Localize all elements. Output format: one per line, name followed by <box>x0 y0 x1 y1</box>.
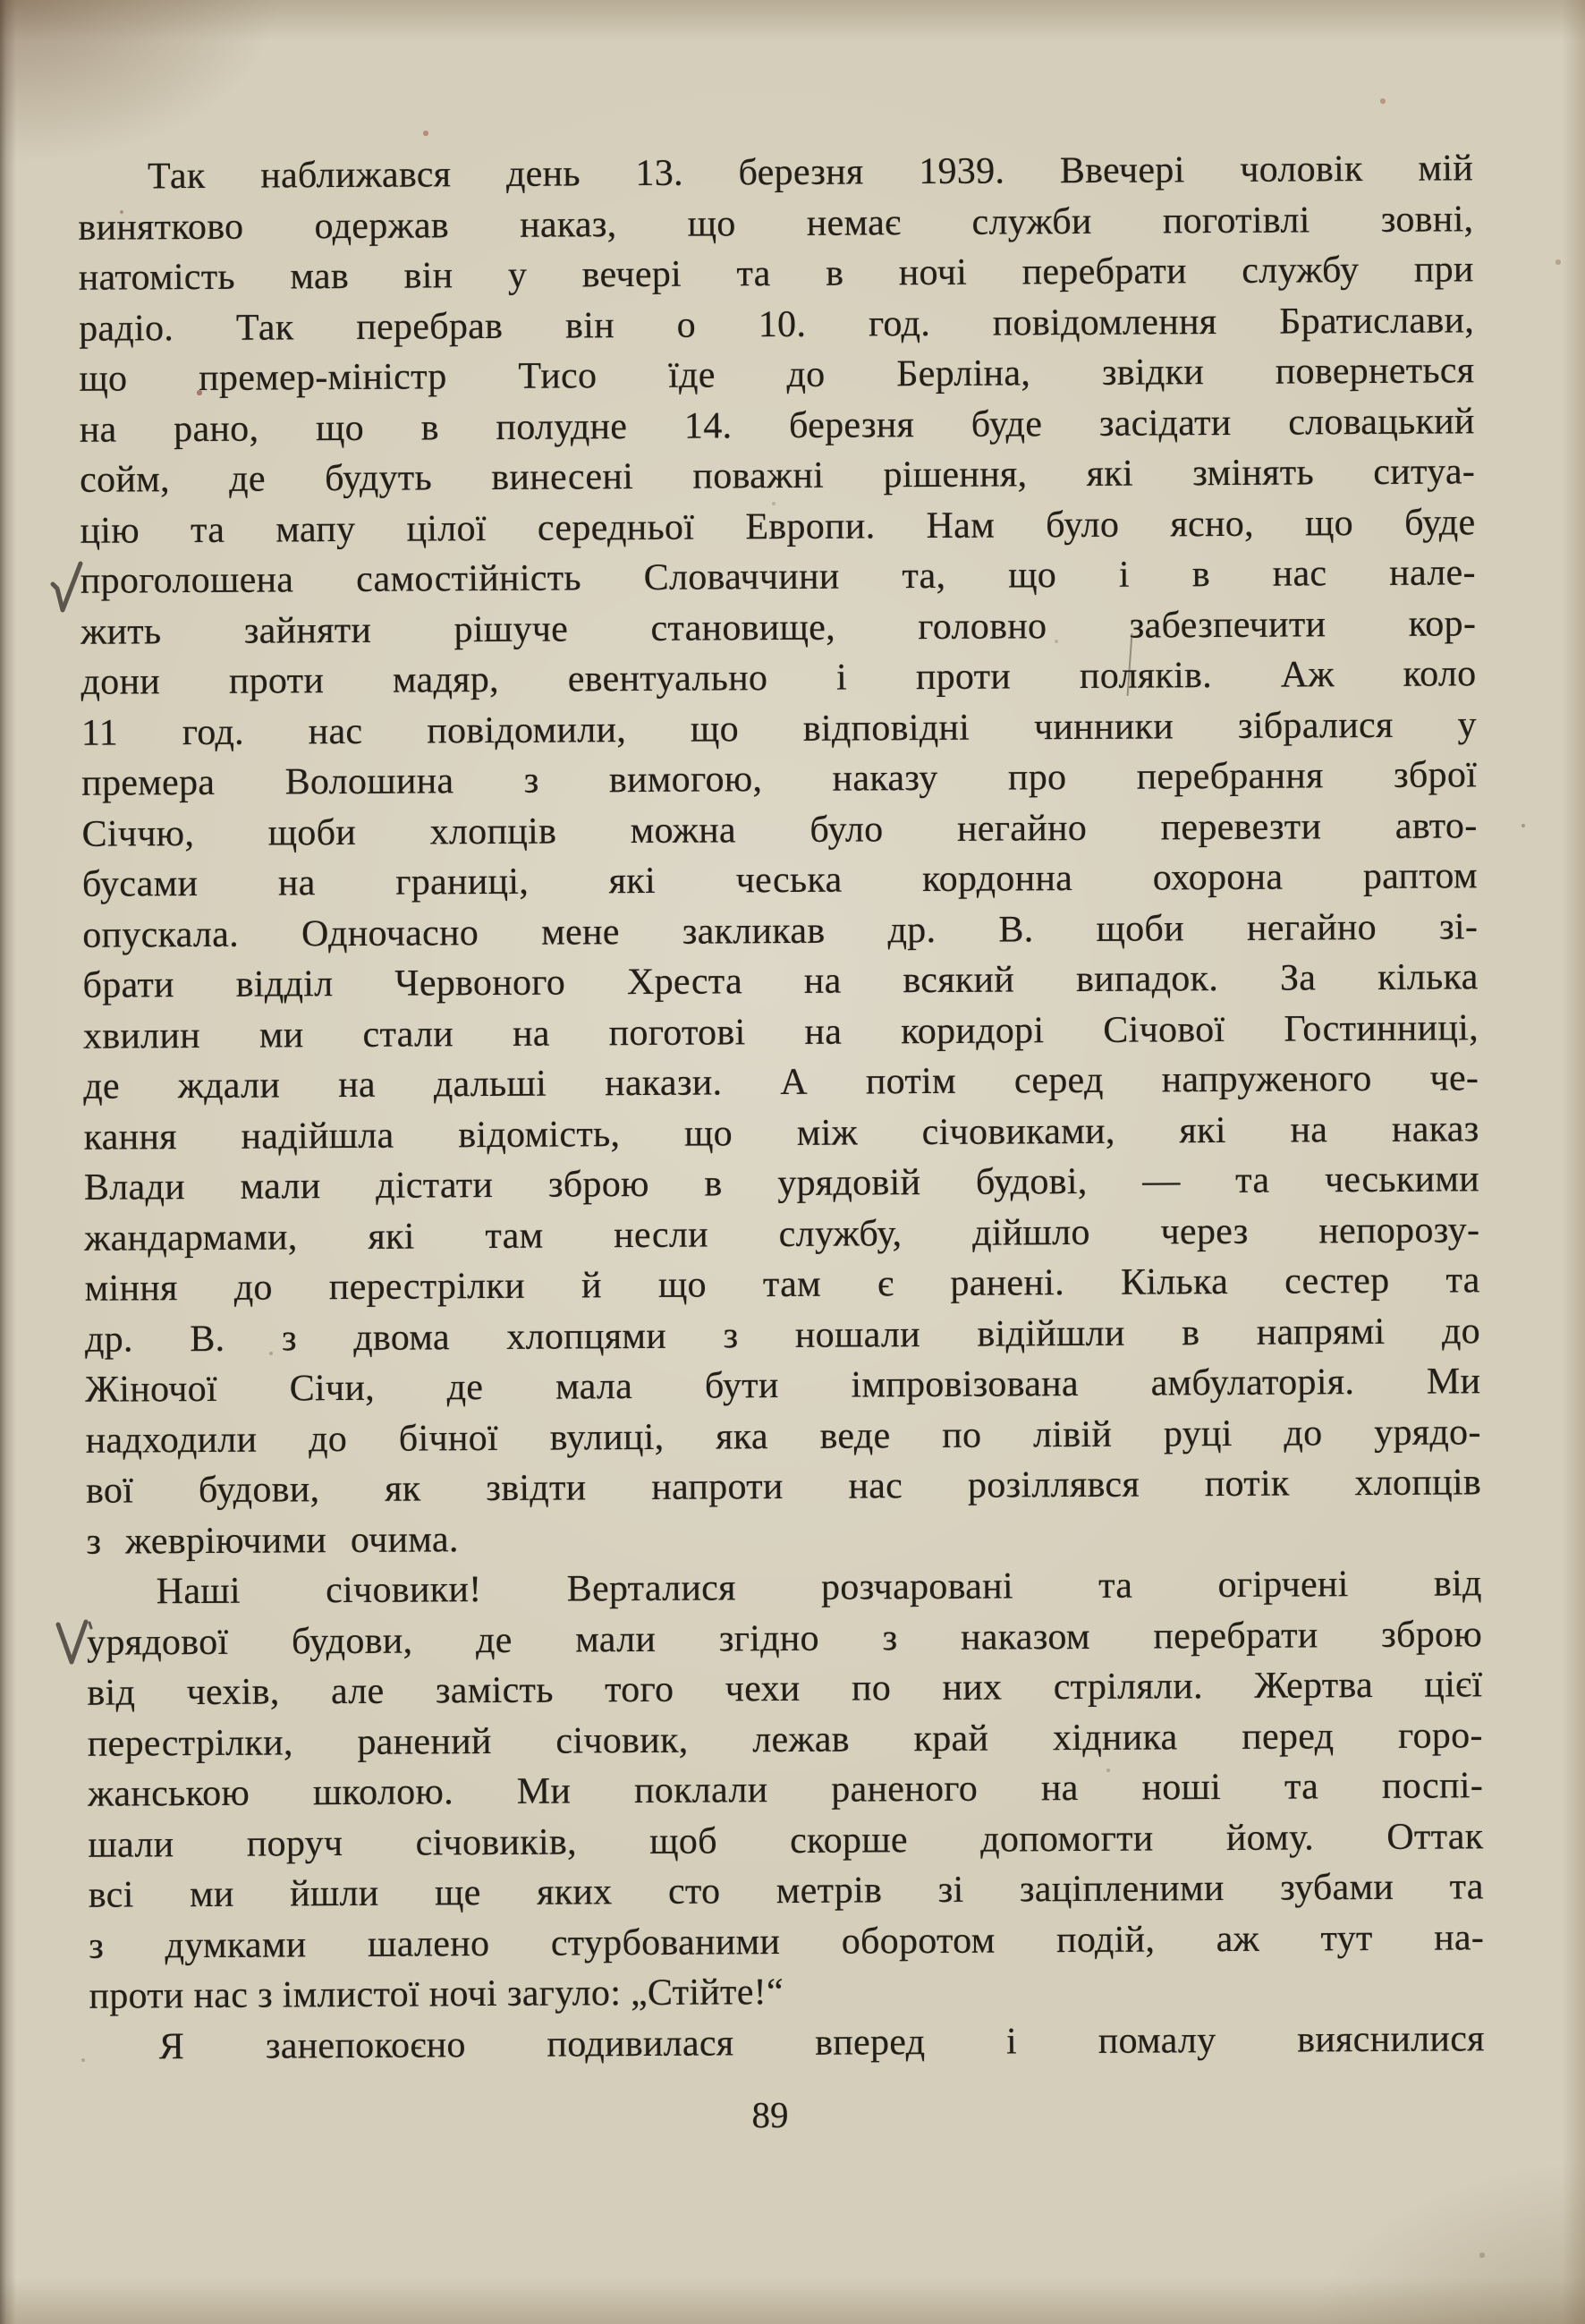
text-line: сойм, де будуть винесені поважні рішення, які змінять ситуа- <box>80 451 1476 501</box>
text-line: урядової будови, де мали згідно з наказом перебрати зброю <box>86 1613 1483 1664</box>
text-line: хвилин ми стали на поготові на коридорі Січової Гостинниці, <box>82 1006 1479 1057</box>
text-line: на рано, що в полудне 14. березня буде засідати словацький <box>79 400 1475 451</box>
text-line: проти нас з імлистої ночі загуло: „Стійте!“ <box>89 1972 784 2017</box>
handwritten-check-mark-icon <box>54 1619 93 1667</box>
text-line: жить зайняти рішуче становище, головно забезпечити кор- <box>81 602 1477 653</box>
text-line: цію та мапу цілої середньої Европи. Нам було ясно, що буде <box>80 501 1476 552</box>
text-line: шали поруч січовиків, щоб скорше допомогти йому. Оттак <box>88 1815 1484 1866</box>
text-line: жанською школою. Ми поклали раненого на ноші та поспі- <box>87 1765 1484 1815</box>
text-line: проголошена самостійність Словаччини та, що і в нас нале- <box>80 552 1476 602</box>
text-line: що премер-міністр Тисо їде до Берліна, звідки повернеться <box>79 350 1475 400</box>
text-line: Жіночої Січи, де мала бути імпровізована амбулаторія. Ми <box>85 1361 1481 1411</box>
text-line: винятково одержав наказ, що немає служби поготівлі зовні, <box>78 198 1474 249</box>
text-line: премера Волошина з вимогою, наказу про перебрання зброї <box>81 754 1478 804</box>
text-line: міння до перестрілки й що там є ранені. Кілька сестер та <box>84 1260 1480 1310</box>
text-line: радіо. Так перебрав він о 10. год. повідомлення Братислави, <box>78 299 1475 350</box>
text-line: дони проти мадяр, евентуально і проти поляків. Аж коло <box>81 653 1477 703</box>
text-line: опускала. Одночасно мене закликав др. В. щоби негайно зі- <box>82 905 1479 956</box>
text-line: натомість мав він у вечері та в ночі перебрати службу при <box>78 249 1474 299</box>
handwritten-check-mark-icon <box>48 558 86 619</box>
text-line: др. В. з двома хлопцями з ношали відійшли в напрямі до <box>84 1310 1481 1361</box>
text-line: брати відділ Червоного Хреста на всякий випадок. За кілька <box>82 956 1479 1006</box>
page-number: 89 <box>751 2094 789 2135</box>
page-text <box>78 143 1485 2072</box>
text-line: від чехів, але замість того чехи по них стріляли. Жертва цієї <box>87 1664 1483 1714</box>
text-line: 11 год. нас повідомили, що відповідні чинники зібралися у <box>81 703 1477 754</box>
text-line: бусами на границі, які чеська кордонна охорона раптом <box>81 855 1479 905</box>
text-line: з жевріючими очима. <box>86 1518 459 1563</box>
text-line: жандармами, які там несли службу, дійшло через непорозу- <box>84 1209 1480 1260</box>
text-line: перестрілки, ранений січовик, лежав край хідника перед горо- <box>87 1714 1483 1765</box>
text-line: Влади мали дістати зброю в урядовій будові, — та чеськими <box>83 1158 1480 1209</box>
text-line: з думками шалено стурбованими оборотом подій, аж тут на- <box>89 1916 1485 1967</box>
text-line: надходили до бічної вулиці, яка веде по лівій руці до урядо- <box>85 1411 1481 1462</box>
text-line: вої будови, як звідти напроти нас розіллявся потік хлопців <box>85 1462 1482 1512</box>
paper-specks <box>0 0 2 2</box>
text-line: де ждали на дальші накази. А потім серед напруженого че- <box>83 1057 1479 1107</box>
text-line: кання надійшла відомість, що між січовиками, які на наказ <box>83 1107 1479 1158</box>
text-line: Наші січовики! Верталися розчаровані та огірчені від <box>156 1563 1482 1613</box>
text-line: Так наближався день 13. березня 1939. Ввечері чоловік мій <box>147 148 1474 198</box>
text-line: Я занепокоєно подивилася вперед і помалу вияснилися <box>158 2017 1485 2067</box>
text-line: всі ми йшли ще яких сто метрів зі заціпленими зубами та <box>88 1866 1484 1916</box>
text-line: Січчю, щоби хлопців можна було негайно перевезти авто- <box>81 804 1478 855</box>
